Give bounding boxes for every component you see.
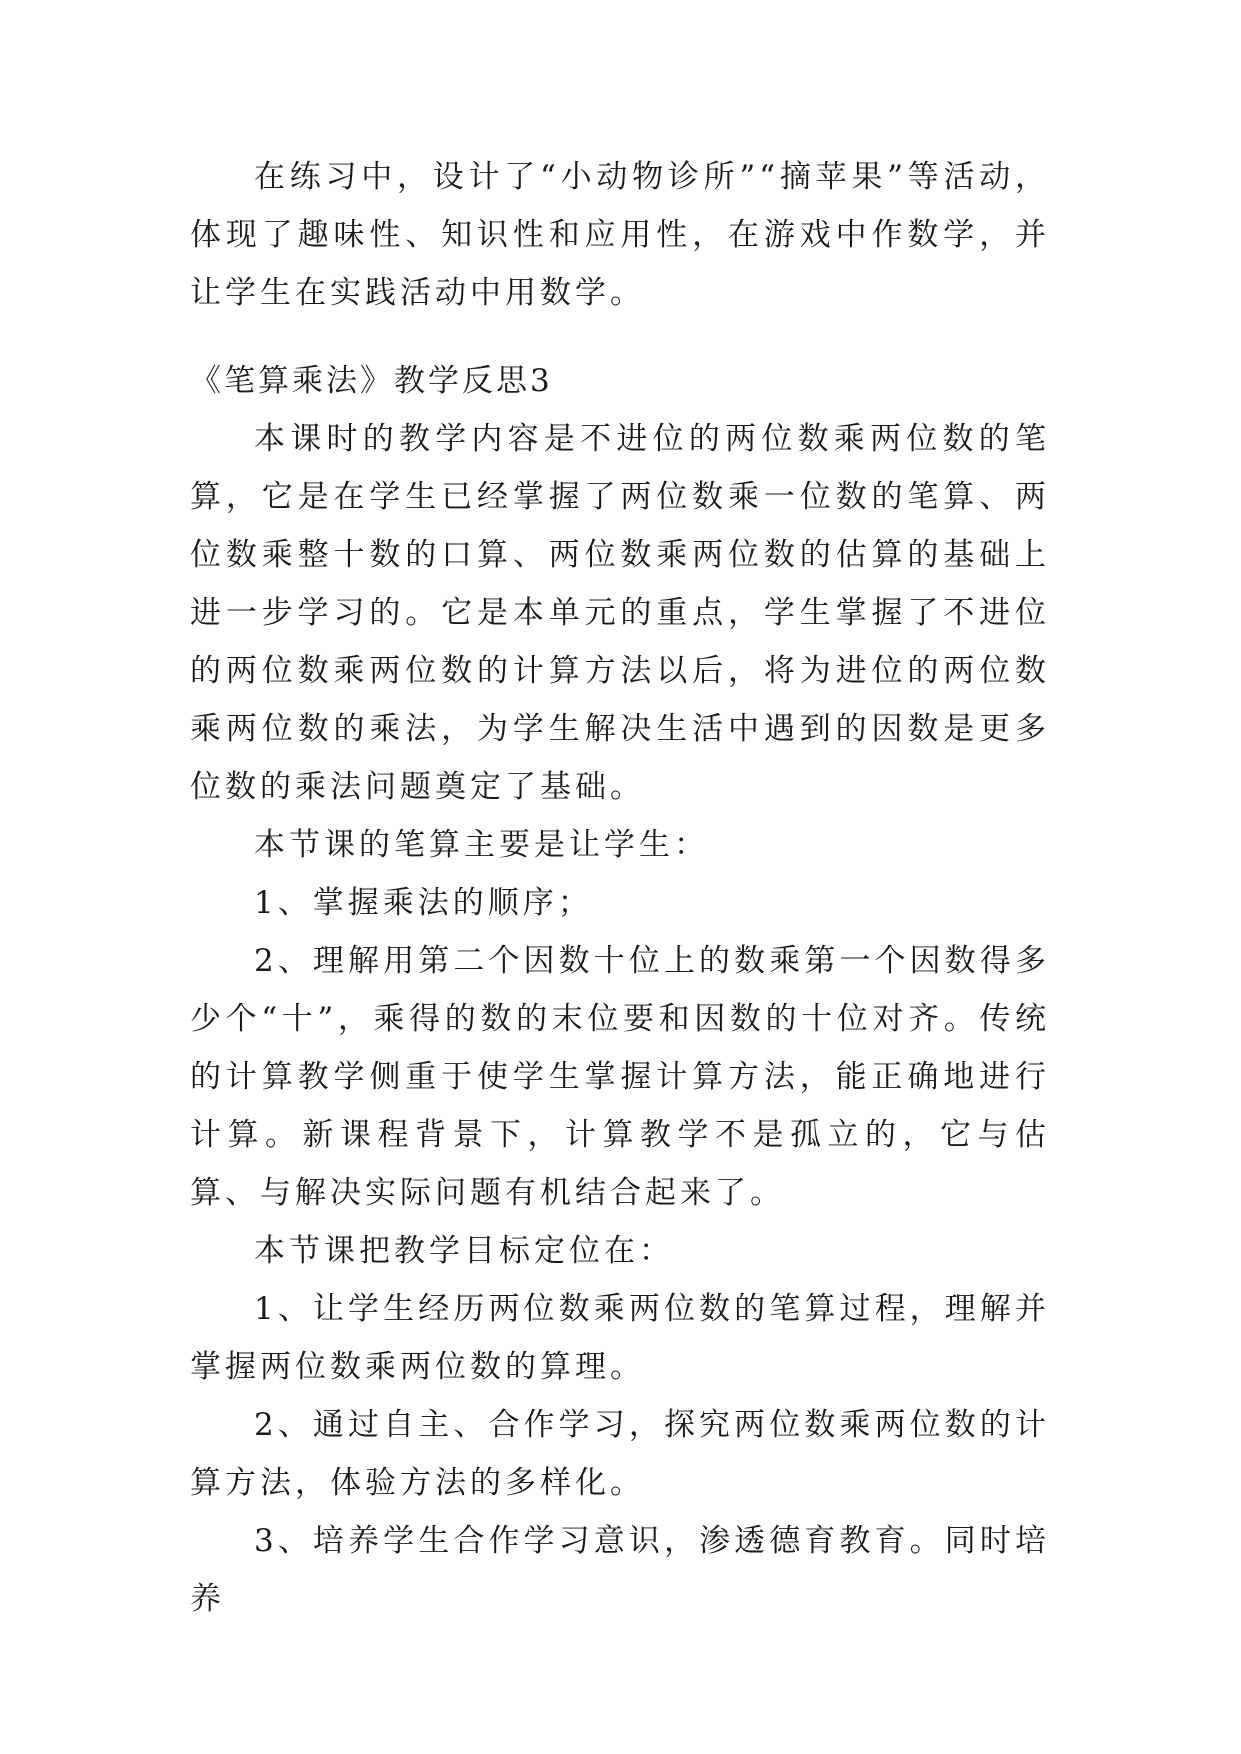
paragraph-objective-2: 2、通过自主、合作学习，探究两位数乘两位数的计算方法，体验方法的多样化。	[190, 1407, 1050, 1501]
paragraph-objective-1: 1、让学生经历两位数乘两位数的笔算过程，理解并掌握两位数乘两位数的算理。	[190, 1291, 1050, 1385]
paragraph-goal-1: 1、掌握乘法的顺序；	[254, 885, 593, 921]
paragraph-objective-3: 3、培养学生合作学习意识，渗透德育教育。同时培养	[190, 1523, 1050, 1617]
paragraph-goals-lead: 本节课的笔算主要是让学生：	[254, 827, 709, 863]
section-block	[190, 352, 1050, 1628]
intro-block	[190, 148, 1050, 322]
section-title: 《笔算乘法》教学反思3	[190, 363, 553, 399]
paragraph-intro: 本课时的教学内容是不进位的两位数乘两位数的笔算，它是在学生已经掌握了两位数乘一位数的笔算、两位数乘整十数的口算、两位数乘两位数的估算的基础上进一步学习的。它是本单元的重点，学生掌握了不进位的两位数乘两位数的计算方法以后，将为进位的两位数乘两位数的乘法，为学生解决生活中遇到的因数是更多位数的乘法问题奠定了基础。	[190, 421, 1050, 805]
intro-paragraph: 在练习中，设计了“小动物诊所”“摘苹果”等活动，体现了趣味性、知识性和应用性，在游戏中作数学，并让学生在实践活动中用数学。	[190, 159, 1050, 311]
paragraph-goal-2: 2、理解用第二个因数十位上的数乘第一个因数得多少个“十”，乘得的数的末位要和因数的十位对齐。传统的计算教学侧重于使学生掌握计算方法，能正确地进行计算。新课程背景下，计算教学不是孤立的，它与估算、与解决实际问题有机结合起来了。	[190, 943, 1050, 1211]
paragraph-objectives-lead: 本节课把教学目标定位在：	[254, 1233, 674, 1269]
